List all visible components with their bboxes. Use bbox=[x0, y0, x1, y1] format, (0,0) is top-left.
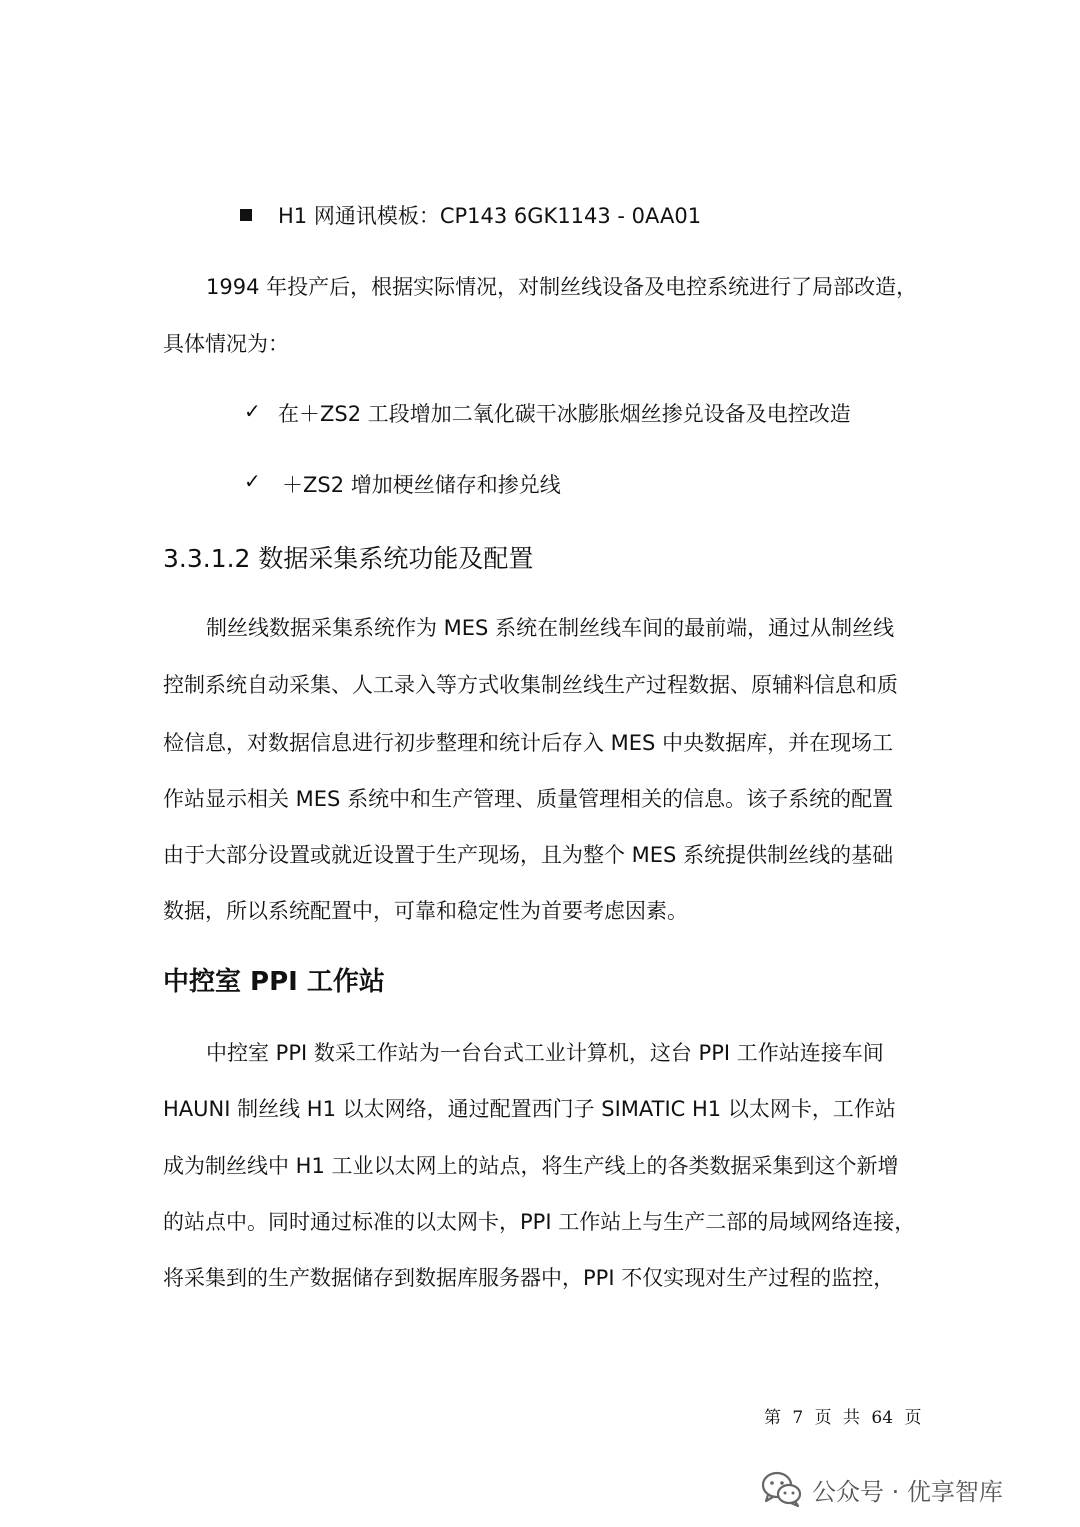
wechat-icon bbox=[760, 1469, 804, 1509]
section-paragraph-line: 控制系统自动采集、人工录入等方式收集制丝线生产过程数据、原辅料信息和质 bbox=[163, 673, 898, 697]
ppi-paragraph-line: 中控室 PPI 数采工作站为一台台式工业计算机，这台 PPI 工作站连接车间 bbox=[206, 1041, 884, 1065]
ppi-paragraph-line: 将采集到的生产数据储存到数据库服务器中，PPI 不仅实现对生产过程的监控， bbox=[163, 1266, 895, 1290]
section-paragraph-line: 数据，所以系统配置中，可靠和稳定性为首要考虑因素。 bbox=[163, 899, 688, 923]
check-item: ＋ZS2 增加梗丝储存和掺兑线 bbox=[282, 473, 561, 497]
watermark-text: 公众号 · 优享智库 bbox=[812, 1477, 1003, 1506]
checkmark-icon: ✓ bbox=[244, 399, 261, 423]
section-paragraph-line: 作站显示相关 MES 系统中和生产管理、质量管理相关的信息。该子系统的配置 bbox=[163, 787, 894, 811]
section-heading: 3.3.1.2 数据采集系统功能及配置 bbox=[163, 544, 534, 573]
section-paragraph-line: 制丝线数据采集系统作为 MES 系统在制丝线车间的最前端，通过从制丝线 bbox=[206, 616, 895, 640]
page-footer: 第 7 页 共 64 页 bbox=[764, 1408, 922, 1428]
intro-line-2: 具体情况为： bbox=[163, 332, 289, 356]
intro-line-1: 1994 年投产后，根据实际情况，对制丝线设备及电控系统进行了局部改造， bbox=[206, 275, 918, 299]
bullet-item: H1 网通讯模板：CP143 6GK1143 - 0AA01 bbox=[278, 204, 702, 228]
ppi-paragraph-line: 的站点中。同时通过标准的以太网卡，PPI 工作站上与生产二部的局域网络连接， bbox=[163, 1210, 916, 1234]
square-bullet-icon bbox=[240, 209, 252, 221]
ppi-paragraph-line: 成为制丝线中 H1 工业以太网上的站点，将生产线上的各类数据采集到这个新增 bbox=[163, 1154, 899, 1178]
watermark bbox=[760, 1467, 1003, 1511]
section-paragraph-line: 检信息，对数据信息进行初步整理和统计后存入 MES 中央数据库，并在现场工 bbox=[163, 731, 894, 755]
section-paragraph-line: 由于大部分设置或就近设置于生产现场，且为整个 MES 系统提供制丝线的基础 bbox=[163, 843, 894, 867]
check-item: 在＋ZS2 工段增加二氧化碳干冰膨胀烟丝掺兑设备及电控改造 bbox=[278, 402, 851, 426]
checkmark-icon: ✓ bbox=[244, 469, 261, 493]
ppi-paragraph-line: HAUNI 制丝线 H1 以太网络，通过配置西门子 SIMATIC H1 以太网卡，工作站 bbox=[163, 1097, 896, 1121]
subheading: 中控室 PPI 工作站 bbox=[163, 967, 385, 997]
